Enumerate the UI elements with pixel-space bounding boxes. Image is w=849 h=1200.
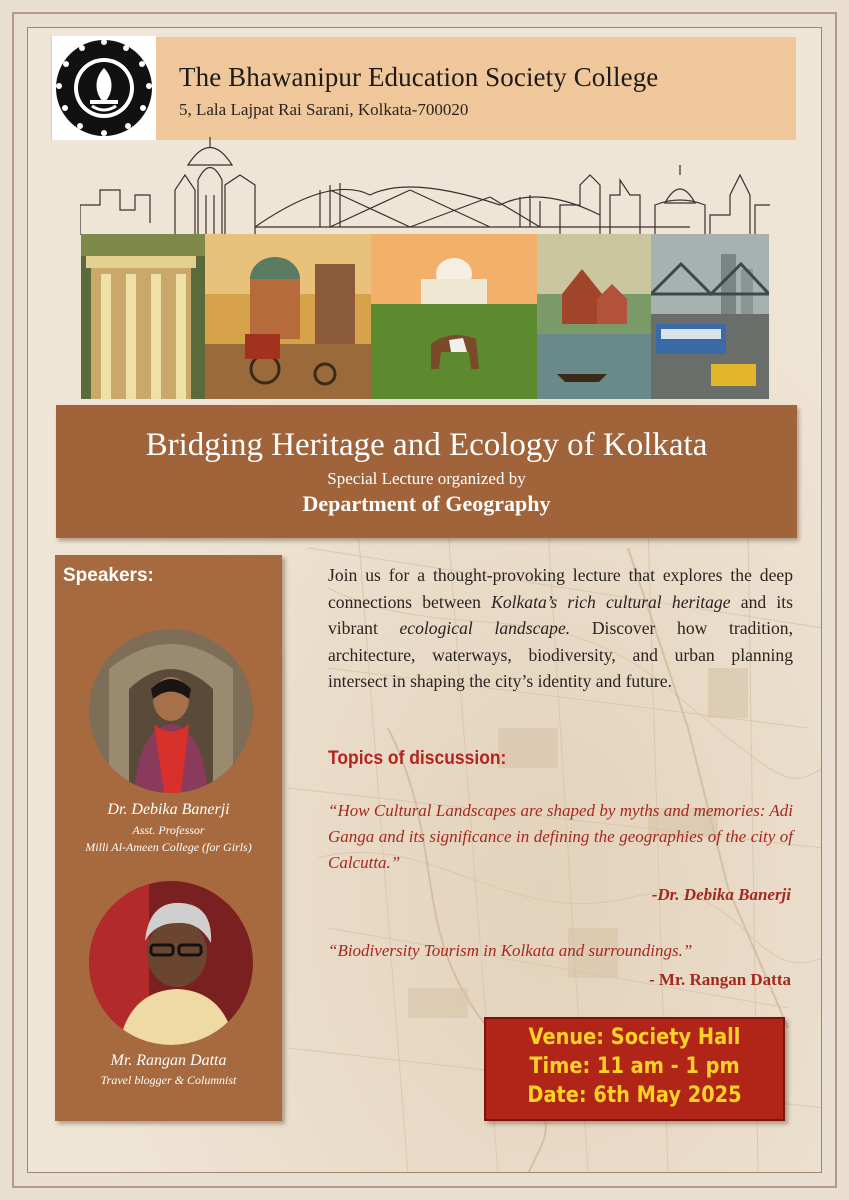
poster (27, 27, 822, 1173)
intro-emphasis-ecology: ecological landscape. (399, 618, 571, 638)
title-band (56, 405, 797, 538)
college-emblem-icon (54, 38, 154, 138)
lecture-title: Bridging Heritage and Ecology of Kolkata (145, 427, 708, 463)
topic-1-quote: “How Cultural Landscapes are shaped by myths and memories: Adi Ganga and its significance in defining the geographies of the city of Calcutta.” (328, 801, 793, 872)
speaker-1-affiliation: Milli Al-Ameen College (for Girls) (85, 840, 252, 854)
event-date: Date: 6th May 2025 (527, 1083, 742, 1108)
avatar-debika-banerji (89, 629, 253, 793)
event-venue: Venue: Society Hall (528, 1025, 741, 1050)
college-name: The Bhawanipur Education Society College (179, 62, 659, 92)
intro-paragraph (328, 562, 793, 695)
intro-emphasis-heritage: Kolkata’s rich cultural heritage (491, 591, 731, 612)
speaker-photo (89, 629, 253, 793)
heritage-paintings (81, 234, 769, 399)
skyline-illustration (80, 135, 770, 239)
speaker-photo (89, 881, 253, 1045)
speaker-2-role: Travel blogger & Columnist (100, 1073, 237, 1087)
event-time: Time: 11 am - 1 pm (529, 1054, 740, 1079)
painting-victoria-memorial (371, 234, 537, 399)
intro-text-3: Discover how tradition, architecture, waterways, biodiversity, and urban planning intersect in shaping the city’s identity and future. (328, 618, 793, 691)
painting-street-rickshaw (205, 234, 371, 399)
painting-colonial-building (81, 234, 205, 399)
painting-temple-river (537, 234, 651, 399)
topic-2-quote: “Biodiversity Tourism in Kolkata and surroundings.” (328, 941, 693, 960)
painting-howrah-bridge-traffic (651, 234, 769, 399)
speakers-heading: Speakers: (63, 565, 154, 586)
speakers-panel (55, 555, 282, 1121)
avatar-rangan-datta (89, 881, 253, 1045)
speaker-1-name: Dr. Debika Banerji (107, 801, 230, 818)
topics-heading: Topics of discussion: (328, 748, 507, 769)
event-details-box (484, 1017, 785, 1121)
intro-text-2: and its vibrant (328, 591, 793, 638)
college-address: 5, Lala Lajpat Rai Sarani, Kolkata-700020 (179, 100, 469, 119)
department-name: Department of Geography (302, 491, 551, 516)
topic-1-speaker: -Dr. Debika Banerji (651, 885, 791, 904)
intro-text-1: Join us for a thought-provoking lecture that explores the deep connections between (328, 565, 793, 612)
speaker-1-role: Asst. Professor (132, 823, 205, 837)
topic-2-speaker: - Mr. Rangan Datta (649, 970, 791, 989)
college-logo (52, 36, 156, 140)
speaker-2-name: Mr. Rangan Datta (110, 1052, 227, 1069)
lecture-subtitle: Special Lecture organized by (327, 469, 526, 488)
